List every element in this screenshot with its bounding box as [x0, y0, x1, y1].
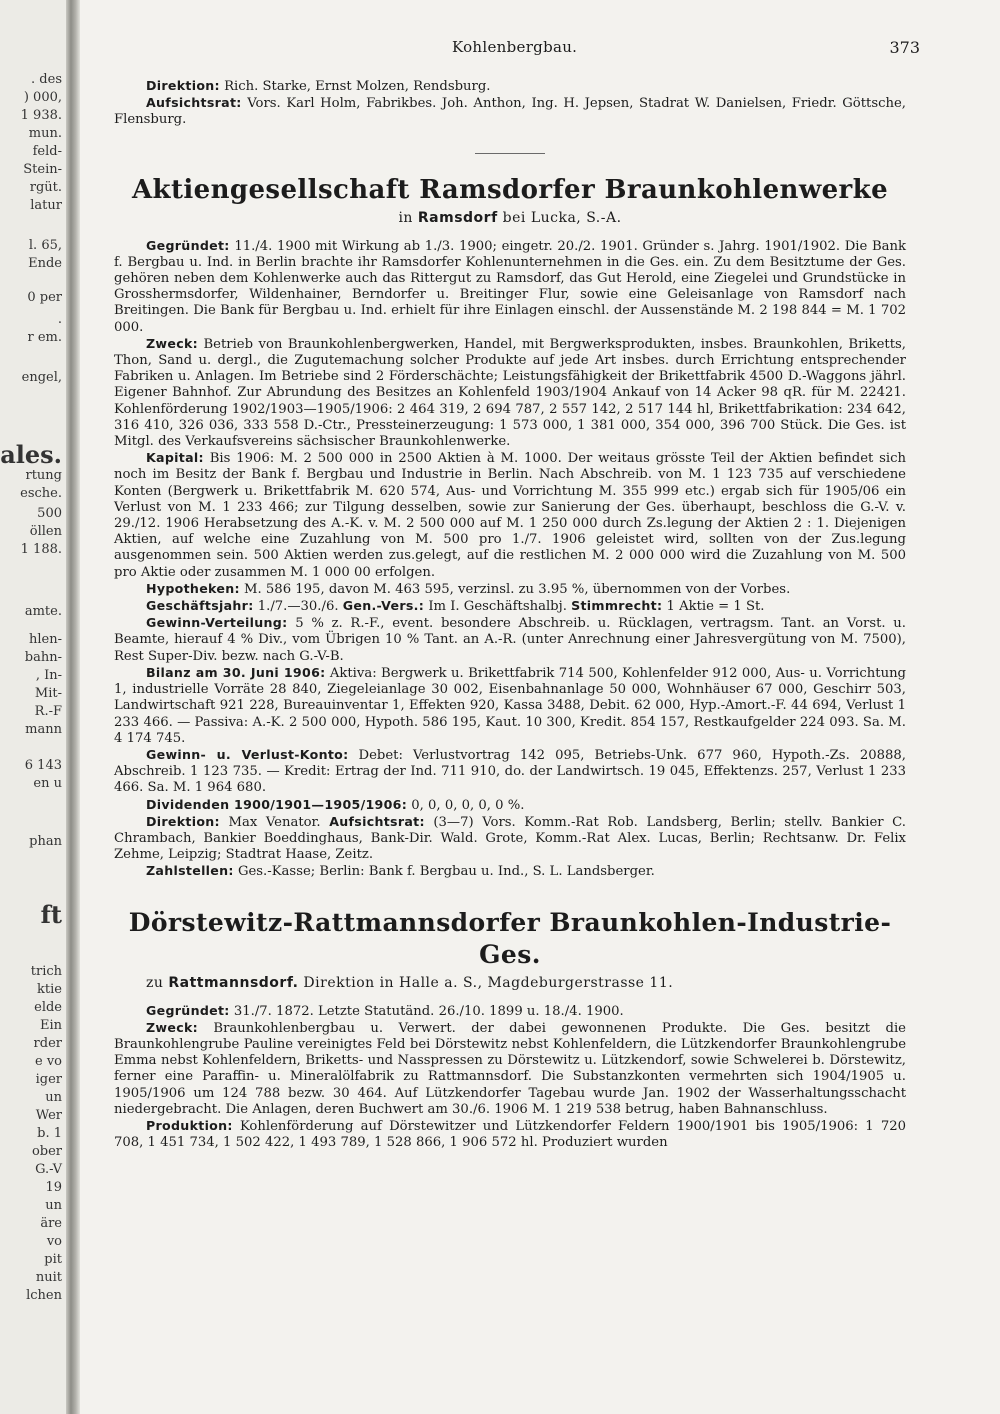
geschaeftsjahr-paragraph: [114, 598, 906, 615]
field-text: 1./7.—30./6.: [257, 599, 339, 615]
field-text: Aktiva: Bergwerk u. Brikettfabrik 714 500, Kohlenfelder 912 000, Aus- u. Vorrichtung 1, industrielle Vorräte 28 840, Ziegeleianlage 30 002, Eisenbahnanlage 50 000, Wohnhäuser 67 000, Geschirr 503, Landwirtschaft 921 228, Bureauinventar 1, Effekten 920, Kassa 3488, Debit. 62 000, Hyp.-Amort.-F. 44 694, Verlust 1 233 466. — Passiva: A.-K. 2 500 000, Hypoth. 586 195, Kaut. 10 300, Kredit. 854 157, Restkaufgelder 224 093. Sa. M. 4 174 745.: [114, 665, 907, 746]
margin-fragment: r em.: [27, 330, 62, 345]
margin-fragment: 0 per: [27, 290, 62, 305]
margin-fragment: ft: [40, 900, 62, 929]
gewinn-verlust-paragraph: [114, 747, 906, 797]
company-entry-doerstewitz: [114, 907, 906, 1152]
gegruendet-paragraph: [114, 1003, 906, 1020]
margin-fragment: mun.: [28, 126, 62, 141]
company-title: Dörstewitz-Rattmannsdorfer Braunkohlen-Industrie-Ges.: [128, 907, 892, 969]
field-label: Direktion:: [146, 813, 220, 829]
location-suffix: Direktion in Halle a. S., Magdeburgerstrasse 11.: [303, 974, 674, 991]
margin-fragment: Ein: [39, 1018, 62, 1033]
field-text: Bis 1906: M. 2 500 000 in 2500 Aktien à M. 1000. Der weitaus grösste Teil der Aktien befindet sich noch im Besitz der Bank f. Bergbau und Industrie in Berlin. Nach Abschreib. von M. 1 123 735 auf verschiedene Konten (Bergwerk u. Brikettfabrik M. 620 574, Aus- und Vorrichtung M. 355 999 etc.) ergab sich für 1905/06 ein Verlust von M. 1 233 466; zur Tilgung desselben, sowie zur Sanierung der Ges. überhaupt, beschloss die G.-V. v. 29./12. 1906 Herabsetzung des A.-K. v. M. 2 500 000 auf M. 1 250 000 durch Zs.legung der Aktien 2 : 1. Diejenigen Aktien, auf welche eine Zuzahlung von M. 500 pro 1./7. 1906 geleistet wird, sollten von der Zus.legung ausgenommen sein. 500 Aktien werden zus.gelegt, auf die restlichen M. 2 000 000 wird die Zuzahlung von M. 500 pro Aktie oder zusammen M. 1 000 00 erfolgen.: [114, 451, 906, 580]
margin-fragment: iger: [35, 1072, 62, 1087]
margin-fragment: ) 000,: [23, 90, 62, 105]
field-label: Gegründet:: [146, 237, 230, 253]
margin-fragment: 6 143: [24, 758, 62, 773]
margin-fragment: lchen: [26, 1288, 62, 1303]
section-divider: [475, 153, 545, 154]
field-text: 11./4. 1900 mit Wirkung ab 1./3. 1900; eingetr. 20./2. 1901. Gründer s. Jahrg. 1901/1902. Die Bank f. Bergbau u. Ind. in Berlin brachte ihr Ramsdorfer Kohlenunternehmen in die Ges. ein. Zu dem Besitztume der Ges. gehören neben dem Kohlenwerke auch das Rittergut zu Ramsdorf, das Gut Herold, eine Ziegelei und Grundstücke in Grosshermsdorfer, Wildenhainer, Berndorfer u. Breitinger Flur, sowie eine Geleisanlage von Ramsdorf nach Breitingen. Die Bank für Bergbau u. Ind. erhielt für ihre Einlagen einschl. der Aussenstände M. 2 198 844 = M. 1 702 000.: [114, 238, 906, 335]
field-text: Ges.-Kasse; Berlin: Bank f. Bergbau u. Ind., S. L. Landsberger.: [237, 864, 655, 880]
margin-fragment: esche.: [20, 486, 62, 501]
margin-fragment: b. 1: [37, 1126, 62, 1141]
margin-fragment: phan: [29, 834, 62, 849]
kapital-paragraph: [114, 450, 906, 581]
field-label: Gegründet:: [146, 1002, 230, 1018]
page-number: 373: [889, 38, 920, 57]
location-prefix: zu: [146, 974, 164, 991]
margin-fragment: nuit: [35, 1270, 62, 1285]
margin-fragment: rder: [33, 1036, 62, 1051]
margin-fragment: hlen-: [29, 632, 62, 647]
field-text: Vors. Karl Holm, Fabrikbes. Joh. Anthon, Ing. H. Jepsen, Stadrat W. Danielsen, Friedr. Göttsche, Flensburg.: [114, 96, 906, 128]
dividenden-paragraph: [114, 797, 906, 814]
margin-fragment: pit: [44, 1252, 62, 1267]
field-label: Zweck:: [146, 1019, 198, 1035]
field-label: Produktion:: [146, 1117, 233, 1133]
field-label: Bilanz am 30. Juni 1906:: [146, 664, 326, 680]
margin-fragment: R.-F: [34, 704, 62, 719]
margin-fragment: .: [57, 312, 62, 327]
field-text: 0, 0, 0, 0, 0, 0 %.: [411, 797, 525, 813]
zweck-paragraph: [114, 336, 906, 450]
margin-fragment: vo: [46, 1234, 62, 1249]
field-label: Direktion:: [146, 78, 220, 93]
field-label: Hypotheken:: [146, 580, 240, 596]
prev-direktion: [114, 78, 906, 95]
field-label: Aufsichtsrat:: [146, 95, 242, 111]
margin-fragment: 1 938.: [20, 108, 62, 123]
field-text: 31./7. 1872. Letzte Statutänd. 26./10. 1899 u. 18./4. 1900.: [233, 1003, 624, 1019]
margin-fragment: Stein-: [23, 162, 62, 177]
margin-fragment: Mit-: [34, 686, 62, 701]
margin-fragment: ober: [31, 1144, 62, 1159]
company-location: [114, 975, 906, 991]
field-text: Kohlenförderung auf Dörstewitzer und Lützkendorfer Feldern 1900/1901 bis 1905/1906: 1 720 708, 1 451 734, 1 502 422, 1 493 789, 1 528 866, 1 906 572 hl. Produziert wurden: [114, 1118, 906, 1151]
field-label: Dividenden 1900/1901—1905/1906:: [146, 796, 408, 812]
field-text: M. 586 195, davon M. 463 595, verzinsl. zu 3.95 %, übernommen von der Vorbes.: [244, 581, 791, 597]
margin-fragment: rtung: [25, 468, 62, 483]
margin-fragment: . des: [31, 72, 62, 87]
gegruendet-paragraph: [114, 238, 906, 336]
hypotheken-paragraph: [114, 581, 906, 598]
location-prefix: in: [398, 209, 413, 226]
previous-entry-tail: [114, 78, 906, 129]
margin-fragment: latur: [30, 198, 62, 213]
margin-fragment: amte.: [24, 604, 62, 619]
field-label: Gen.-Vers.:: [342, 598, 425, 614]
prev-aufsichtsrat: [114, 95, 906, 128]
page-content: [114, 78, 906, 1151]
book-spine: [66, 0, 80, 1414]
margin-fragment: feld-: [32, 144, 62, 159]
margin-fragment: rgüt.: [29, 180, 62, 195]
field-text: Im I. Geschäftshalbj.: [428, 599, 567, 615]
location-name: Ramsdorf: [417, 209, 498, 226]
field-label: Zahlstellen:: [146, 863, 234, 879]
margin-fragment: l. 65,: [28, 238, 62, 253]
field-label: Aufsichtsrat:: [329, 813, 425, 829]
field-text: Rich. Starke, Ernst Molzen, Rendsburg.: [224, 79, 491, 94]
field-label: Geschäftsjahr:: [146, 598, 254, 614]
field-label: Zweck:: [146, 335, 198, 351]
field-text: Max Venator.: [228, 814, 321, 830]
gewinnverteilung-paragraph: [114, 615, 906, 665]
field-text: Betrieb von Braunkohlenbergwerken, Handel, mit Bergwerksprodukten, insbes. Braunkohlen, Briketts, Thon, Sand u. dergl., die Zugutemachung solcher Produkte auf jede Art insbes. durch Errichtung entsprechender Fabriken u. Anlagen. Im Betriebe sind 2 Förderschächte; Leistungsfähigkeit der Brikettfabrik 4500 D.-Waggons jährl. Eigener Bahnhof. Zur Abrundung des Besitzes an Kohlenfeld 1903/1904 Ankauf von 14 Acker 98 qR. für M. 22421. Kohlenförderung 1902/1903—1905/1906: 2 464 319, 2 694 787, 2 557 142, 2 517 144 hl, Brikettfabrikation: 234 642, 316 410, 326 036, 333 558 D.-Ctr., Pressteinerzeugung: 1 573 000, 1 381 000, 354 000, 396 700 Stück. Die Ges. ist Mitgl. des Verkaufsvereins sächsischer Braunkohlenwerke.: [114, 336, 906, 450]
field-label: Kapital:: [146, 450, 204, 466]
margin-fragment: elde: [34, 1000, 62, 1015]
margin-fragment: ktie: [37, 982, 62, 997]
field-text: Debet: Verlustvortrag 142 095, Betriebs-Unk. 677 960, Hypoth.-Zs. 20888, Abschreib. 1 123 735. — Kredit: Ertrag der Ind. 711 910, do. der Landwirtsch. 19 045, Effektenzs. 257, Verlust 1 233 466. Sa. M. 1 964 680.: [114, 747, 906, 796]
running-title: Kohlenbergbau.: [452, 38, 578, 56]
field-text: 1 Aktie = 1 St.: [666, 599, 765, 615]
margin-fragment: öllen: [29, 524, 62, 539]
margin-fragment: , In-: [35, 668, 62, 683]
company-entry-ramsdorf: [114, 174, 906, 881]
field-label: Stimmrecht:: [571, 598, 663, 614]
location-name: Rattmannsdorf.: [168, 974, 299, 991]
margin-fragment: äre: [40, 1216, 62, 1231]
produktion-paragraph: [114, 1118, 906, 1151]
direktion-paragraph: [114, 814, 906, 864]
margin-fragment: engel,: [21, 370, 62, 385]
margin-fragment: 1 188.: [20, 542, 62, 557]
field-label: Gewinn- u. Verlust-Konto:: [146, 746, 349, 762]
left-page-margin: [0, 0, 66, 1414]
page-header: [80, 38, 920, 62]
margin-fragment: trich: [30, 964, 62, 979]
field-label: Gewinn-Verteilung:: [146, 615, 288, 631]
margin-fragment: Ende: [28, 256, 62, 271]
margin-fragment: bahn-: [24, 650, 62, 665]
field-text: (3—7) Vors. Komm.-Rat Rob. Landsberg, Berlin; stellv. Bankier C. Chrambach, Bankier Boeddinghaus, Bank-Dir. Wald. Grote, Komm.-Rat Alex. Lucas, Berlin; Rechtsanw. Dr. Felix Zehme, Leipzig; Stadtrat Haase, Zeitz.: [114, 814, 906, 863]
margin-fragment: mann: [25, 722, 62, 737]
margin-fragment: Wer: [35, 1108, 62, 1123]
field-text: 5 % z. R.-F., event. besondere Abschreib. u. Rücklagen, vertragsm. Tant. an Vorst. u. Beamte, hierauf 4 % Div., vom Übrigen 10 % Tant. an A.-R. (unter Anrechnung einer Jahresvergütung von M. 7500), Rest Super-Div. bezw. nach G.-V-B.: [114, 616, 906, 664]
margin-fragment: 500: [37, 506, 62, 521]
margin-fragment: G.-V: [35, 1162, 62, 1177]
margin-fragment: ales.: [0, 440, 62, 469]
margin-fragment: en u: [33, 776, 62, 791]
margin-fragment: e vo: [35, 1054, 62, 1069]
margin-fragment: un: [45, 1090, 62, 1105]
bilanz-paragraph: [114, 665, 906, 747]
margin-fragment: un: [45, 1198, 62, 1213]
zweck-paragraph: [114, 1020, 906, 1118]
field-text: Braunkohlenbergbau u. Verwert. der dabei gewonnenen Produkte. Die Ges. besitzt die Braunkohlengrube Pauline vereinigtes Feld bei Dörstewitz nebst Kohlenfeldern, die Lützkendorfer Braunkohlengrube Emma nebst Kohlenfeldern, Briketts- und Nasspressen zu Dörstewitz u. Lützkendorf, sowie Schwelerei b. Dörstewitz, ferner eine Paraffin- u. Mineralölfabrik zu Rattmannsdorf. Die Substanzkonten vermehrten sich 1904/1905 u. 1905/1906 um 124 788 bezw. 30 464. Auf Lützkendorfer Tagebau wurde Jan. 1902 der Wasserhaltungsschacht niedergebracht. Die Anlagen, deren Buchwert am 30./6. 1906 M. 1 219 538 betrug, haben Bahnanschluss.: [114, 1020, 906, 1117]
company-location: [114, 210, 906, 226]
company-title: Aktiengesellschaft Ramsdorfer Braunkohlenwerke: [131, 174, 889, 205]
zahlstellen-paragraph: [114, 863, 906, 880]
location-suffix: bei Lucka, S.-A.: [502, 209, 622, 226]
margin-fragment: 19: [45, 1180, 62, 1195]
